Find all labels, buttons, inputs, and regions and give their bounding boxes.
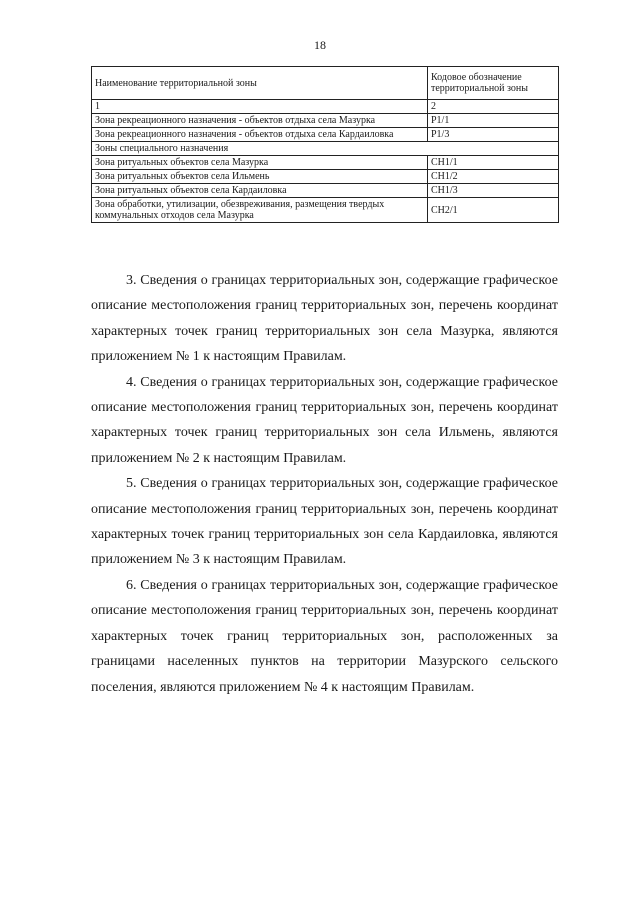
zones-table — [91, 66, 559, 223]
column-number-row — [92, 100, 559, 114]
table-row — [92, 114, 559, 128]
table-row — [92, 198, 559, 223]
section-title: Зоны специального назначения — [92, 142, 559, 156]
paragraph-5: 5. Сведения о границах территориальных зон, содержащие графическое описание местоположения границ территориальных зон, перечень координат характерных точек границ территориальных зон села Кардаиловка, являются приложением № 3 к настоящим Правилам. — [91, 476, 558, 568]
column-number: 1 — [92, 100, 428, 114]
body-text — [91, 268, 558, 700]
header-zone-code: Кодовое обозначение территориальной зоны — [428, 67, 559, 100]
table-header-row — [92, 67, 559, 100]
paragraph-4: 4. Сведения о границах территориальных зон, содержащие графическое описание местоположения границ территориальных зон, перечень координат характерных точек границ территориальных зон села Ильмень, являются приложением № 2 к настоящим Правилам. — [91, 374, 558, 466]
zone-name: Зона ритуальных объектов села Ильмень — [92, 170, 428, 184]
zone-name: Зона ритуальных объектов села Мазурка — [92, 156, 428, 170]
table-row — [92, 156, 559, 170]
zone-name: Зона ритуальных объектов села Кардаиловка — [92, 184, 428, 198]
column-number: 2 — [428, 100, 559, 114]
section-row — [92, 142, 559, 156]
paragraph-3: 3. Сведения о границах территориальных зон, содержащие графическое описание местоположения границ территориальных зон, перечень координат характерных точек границ территориальных зон села Мазурка, являются приложением № 1 к настоящим Правилам. — [91, 273, 558, 365]
zone-name: Зона рекреационного назначения - объектов отдыха села Кардаиловка — [92, 128, 428, 142]
zone-code: СН1/1 — [428, 156, 559, 170]
zone-code: Р1/3 — [428, 128, 559, 142]
table-row — [92, 184, 559, 198]
zone-code: Р1/1 — [428, 114, 559, 128]
zone-code: СН1/2 — [428, 170, 559, 184]
zone-code: СН1/3 — [428, 184, 559, 198]
zone-name: Зона рекреационного назначения - объектов отдыха села Мазурка — [92, 114, 428, 128]
table-row — [92, 170, 559, 184]
table-row — [92, 128, 559, 142]
zone-code: СН2/1 — [428, 198, 559, 223]
zone-name: Зона обработки, утилизации, обезвреживания, размещения твердых коммунальных отходов села Мазурка — [92, 198, 428, 223]
header-zone-name: Наименование территориальной зоны — [92, 67, 428, 100]
paragraph-6: 6. Сведения о границах территориальных зон, содержащие графическое описание местоположения границ территориальных зон, перечень координат характерных точек границ территориальных зон, расположенных за границами населенных пунктов на территории Мазурского сельского поселения, являются приложением № 4 к настоящим Правилам. — [91, 577, 558, 695]
page-number: 18 — [314, 38, 326, 52]
